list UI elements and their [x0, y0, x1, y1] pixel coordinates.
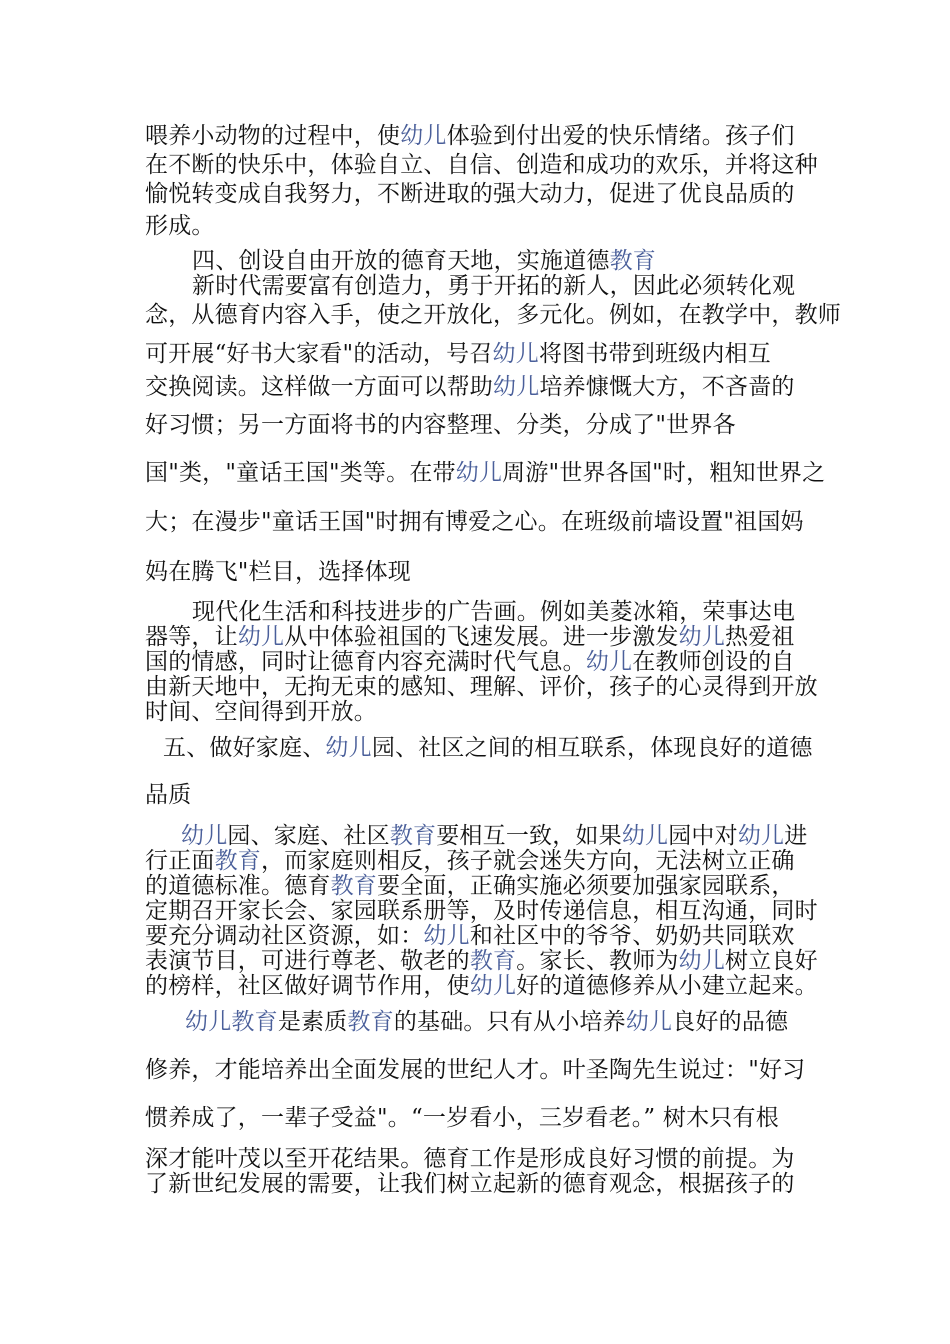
text-segment: 惯养成了，一辈子受益"。“一岁看小，三岁看老。” 树木只有根	[145, 1105, 779, 1131]
text-segment: 大；在漫步"童话王国"时拥有博爱之心。在班级前墙设置"祖国妈	[145, 509, 804, 535]
keyword-link: 幼儿	[737, 823, 785, 849]
text-segment: 妈在腾飞"栏目，选择体现	[145, 559, 411, 585]
text-segment: 品质	[145, 782, 192, 808]
text-segment: 现代化生活和科技进步的广告画。例如美菱冰箱，荣事达电	[192, 599, 796, 625]
text-segment: 交换阅读。这样做一方面可以帮助	[145, 374, 493, 400]
text-segment: 和社区中的爷爷、奶奶共同联欢	[469, 923, 795, 949]
text-segment: 从中体验祖国的飞速发展。进一步激发	[284, 624, 679, 650]
text-segment: 念，从德育内容入手，使之开放化，多元化。例如，在教学中，教师	[145, 302, 841, 328]
text-segment: 园中对	[668, 823, 738, 849]
text-segment: 表演节目，可进行尊老、敬老的	[145, 948, 470, 974]
text-line	[145, 373, 815, 401]
text-segment: 了新世纪发展的需要，让我们树立起新的德育观念，根据孩子的	[145, 1171, 795, 1197]
text-segment: 要相互一致，如果	[436, 823, 622, 849]
text-line	[145, 947, 818, 975]
text-segment: 喂养小动物的过程中，使	[145, 123, 401, 149]
section-heading	[145, 781, 815, 809]
text-segment: 国的情感，同时让德育内容充满时代气息。	[145, 649, 586, 675]
text-segment: 好的道德修养从小建立起来。	[516, 973, 818, 999]
keyword-link: 幼儿	[423, 923, 470, 949]
section-heading	[192, 247, 862, 275]
keyword-link: 幼儿	[469, 973, 517, 999]
text-line	[145, 1104, 815, 1132]
text-segment: 。家长、教师为	[516, 948, 679, 974]
keyword-link: 幼儿	[585, 649, 633, 675]
text-segment: 愉悦转变成自我努力，不断进取的强大动力，促进了优良品质的	[145, 181, 795, 207]
keyword-link: 教育	[469, 948, 517, 974]
text-segment: 的榜样，社区做好调节作用，使	[145, 973, 470, 999]
text-segment: 培养慷慨大方，不吝啬的	[539, 374, 795, 400]
text-line	[145, 922, 815, 950]
keyword-link: 幼儿	[678, 624, 726, 650]
keyword-link: 幼儿	[493, 374, 540, 400]
text-segment: 进	[784, 823, 808, 849]
text-line	[145, 698, 815, 726]
text-line	[145, 301, 841, 329]
text-line	[145, 151, 818, 179]
text-segment: 好习惯；另一方面将书的内容整理、分类，分成了"世界各	[145, 412, 736, 438]
text-line	[145, 847, 815, 875]
text-segment: 由新天地中，无拘无束的感知、理解、评价，孩子的心灵得到开放	[145, 674, 818, 700]
text-line	[145, 872, 815, 900]
text-segment: 可开展“好书大家看"的活动，号召	[145, 341, 493, 367]
text-segment: 体验到付出爱的快乐情绪。孩子们	[446, 123, 795, 149]
text-line	[185, 1008, 855, 1036]
text-segment: 行正面	[145, 848, 215, 874]
text-segment: 形成。	[145, 213, 215, 239]
text-segment: 在不断的快乐中，体验自立、自信、创造和成功的欢乐，并将这种	[145, 152, 818, 178]
text-line	[145, 1056, 815, 1084]
text-line	[145, 180, 815, 208]
keyword-link: 幼儿教育	[185, 1009, 278, 1035]
text-segment: 是素质	[277, 1009, 348, 1035]
text-segment: 树立良好	[725, 948, 818, 974]
text-segment: 深才能叶茂以至开花结果。德育工作是形成良好习惯的前提。为	[145, 1146, 795, 1172]
text-line	[181, 822, 851, 850]
text-segment: 修养，才能培养出全面发展的世纪人才。叶圣陶先生说过："好习	[145, 1057, 806, 1083]
text-line	[145, 1170, 815, 1198]
keyword-link: 幼儿	[325, 735, 372, 761]
text-segment: 要充分调动社区资源，如：	[145, 923, 424, 949]
text-line	[145, 648, 815, 676]
keyword-link: 幼儿	[625, 1009, 673, 1035]
text-segment: 要全面，正确实施必须要加强家园联系，	[377, 873, 795, 899]
text-segment: 的基础。只有从小培养	[393, 1009, 626, 1035]
text-segment: 四、创设自由开放的德育天地，实施道德	[192, 248, 610, 274]
keyword-link: 幼儿	[181, 823, 228, 849]
keyword-link: 幼儿	[492, 341, 539, 367]
text-segment: 在教师创设的自	[632, 649, 795, 675]
text-line	[145, 411, 815, 439]
text-segment: 的道德标准。德育	[145, 873, 331, 899]
text-segment: 五、做好家庭、	[163, 735, 326, 761]
text-line	[145, 558, 815, 586]
text-line	[145, 459, 826, 487]
text-segment: 时间、空间得到开放。	[145, 699, 377, 725]
text-segment: 新时代需要富有创造力，勇于开拓的新人，因此必须转化观	[192, 273, 796, 299]
keyword-link: 教育	[609, 248, 657, 274]
text-line	[145, 1145, 815, 1173]
keyword-link: 幼儿	[455, 460, 503, 486]
keyword-link: 幼儿	[678, 948, 726, 974]
text-line	[192, 598, 862, 626]
keyword-link: 幼儿	[237, 624, 285, 650]
text-line	[145, 623, 815, 651]
text-segment: 园、家庭、社区	[227, 823, 390, 849]
text-segment: 定期召开家长会、家园联系册等，及时传递信息，相互沟通，同时	[145, 898, 818, 924]
text-line	[145, 972, 818, 1000]
text-segment: 器等，让	[145, 624, 238, 650]
text-line	[145, 897, 818, 925]
text-segment: ，而家庭则相反，孩子就会迷失方向，无法树立正确	[261, 848, 795, 874]
text-line	[145, 340, 815, 368]
keyword-link: 教育	[347, 1009, 394, 1035]
text-segment: 良好的品德	[672, 1009, 789, 1035]
text-line	[145, 673, 818, 701]
text-segment: 将图书带到班级内相互	[538, 341, 771, 367]
section-heading	[163, 734, 833, 762]
keyword-link: 幼儿	[400, 123, 447, 149]
text-line	[145, 212, 815, 240]
text-segment: 国"类，"童话王国"类等。在带	[145, 460, 456, 486]
text-line	[145, 508, 815, 536]
text-segment: 周游"世界各国"时，粗知世界之	[502, 460, 826, 486]
text-segment: 园、社区之间的相互联系，体现良好的道德	[371, 735, 813, 761]
text-line	[145, 122, 815, 150]
keyword-link: 教育	[330, 873, 378, 899]
keyword-link: 幼儿	[621, 823, 669, 849]
keyword-link: 教育	[214, 848, 262, 874]
keyword-link: 教育	[389, 823, 437, 849]
text-line	[192, 272, 862, 300]
text-segment: 热爱祖	[725, 624, 795, 650]
